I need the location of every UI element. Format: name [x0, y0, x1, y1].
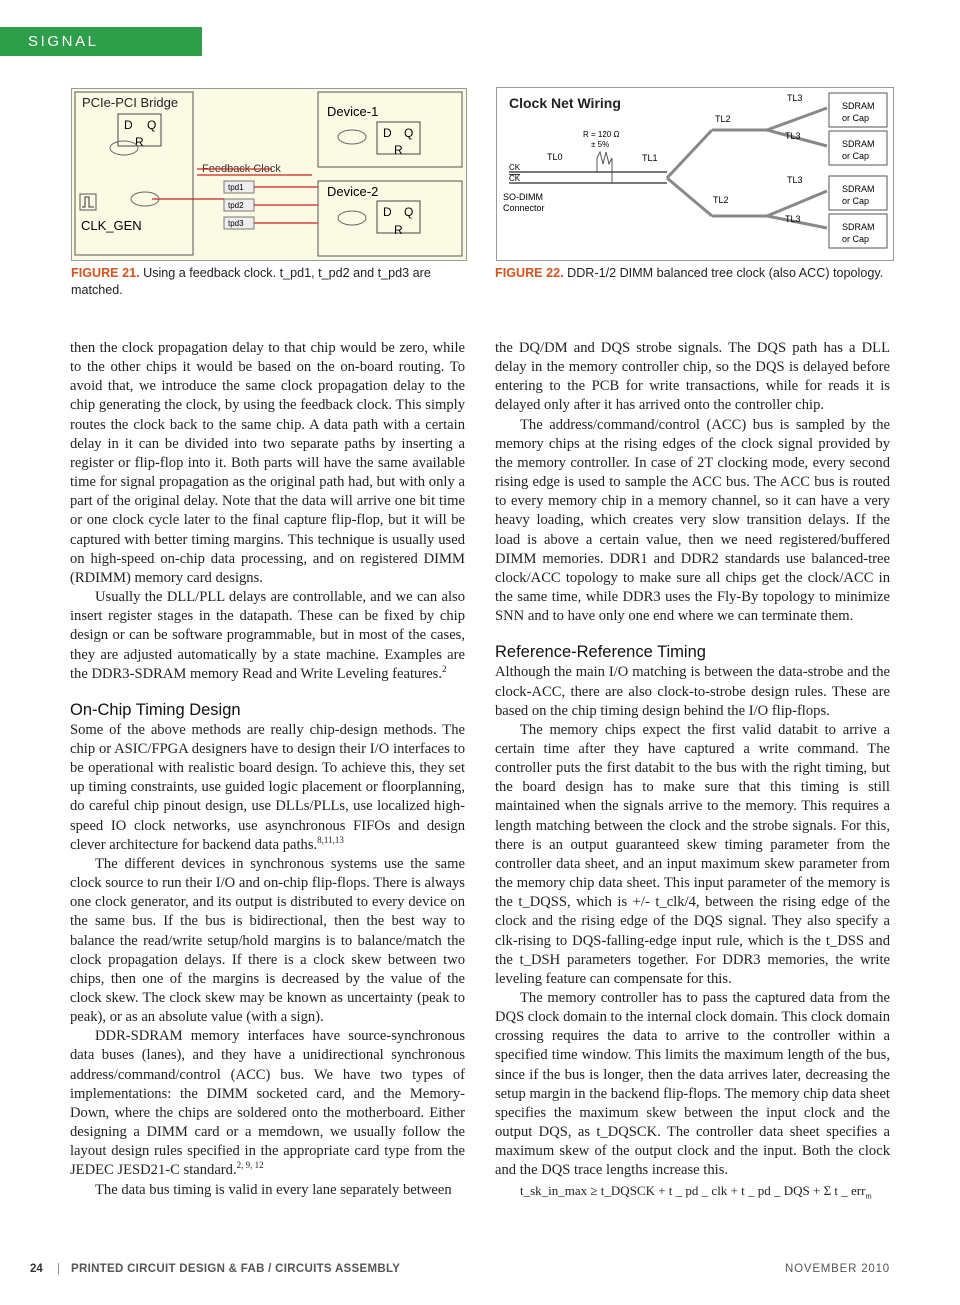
- tl0-label: TL0: [547, 152, 563, 162]
- tpd1-label: tpd1: [228, 183, 244, 192]
- tpd2-label: tpd2: [228, 201, 244, 210]
- reference-sup: 2, 9, 12: [236, 1160, 264, 1171]
- pulse-wave: [82, 197, 94, 207]
- left-paragraph-5: [70, 1027, 465, 1180]
- timing-equation: [495, 1181, 890, 1206]
- tl2-label-top: TL2: [715, 114, 731, 124]
- footer-separator: |: [57, 1263, 60, 1275]
- tl3-label-2: TL3: [785, 131, 801, 141]
- page-number: 24: [30, 1263, 43, 1275]
- branch-down: [667, 178, 712, 216]
- bridge-label: PCIe-PCI Bridge: [82, 95, 179, 110]
- right-paragraph-3: Although the main I/O matching is between the data-strobe and the clock-ACC, there are also clock-to-strobe design rules. These are based on the chip timing design behind the I/O flip-flops.: [495, 664, 890, 719]
- branch-up: [667, 130, 712, 178]
- tl3-label-3: TL3: [787, 175, 803, 185]
- publication-name: PRINTED CIRCUIT DESIGN & FAB / CIRCUITS ASSEMBLY: [71, 1263, 401, 1275]
- clkgen-label: CLK_GEN: [81, 218, 142, 233]
- figure-21-label: FIGURE 21.: [71, 266, 140, 280]
- section-tag: [0, 27, 202, 79]
- buffer-4: [338, 211, 366, 225]
- connector-label-1: SO-DIMM: [503, 192, 543, 202]
- heading-on-chip-timing: On-Chip Timing Design: [70, 700, 241, 719]
- sdram-label-1: SDRAM: [842, 101, 875, 111]
- figure-21-caption: [71, 265, 466, 299]
- sdram-label-4: SDRAM: [842, 222, 875, 232]
- left-paragraph-5-text: DDR-SDRAM memory interfaces have source-synchronous data buses (lanes), and they have a unidirectional synchronous address/command/control (ACC) bus. We have two types of implementations: the DIMM socketed card, and the Memory-Down, where the chips are soldered onto the motherboard. Either designing a DIMM card or a memdown, we usually follow the layout design rules specified in the appropriate card type from the JEDEC JESD21-C standard.: [70, 1028, 465, 1179]
- left-paragraph-2-text: Usually the DLL/PLL delays are controllable, and we can also insert register stages in the datapath. These can be fixed by chip design or can be software programmable, but in most of the cases, they are adjusted automatically by a state machine. Examples are the DDR3-SDRAM memory Read and Write Leveling features.: [70, 589, 465, 682]
- ff-q: Q: [404, 205, 414, 219]
- tl3-1: [767, 108, 827, 130]
- orcap-label-1: or Cap: [842, 113, 870, 123]
- ff-q: Q: [404, 126, 414, 140]
- tolerance-label: ± 5%: [591, 140, 610, 149]
- section-tag-light: SIGNAL: [28, 33, 99, 50]
- fig22-title: Clock Net Wiring: [509, 95, 621, 111]
- issue-date: NOVEMBER 2010: [785, 1263, 890, 1275]
- left-paragraph-3-text: Some of the above methods are really chip-design methods. The chip or ASIC/FPGA designers have to design their I/O interfaces to be operational with realistic board design. To achieve this, they set up timing constraints, use guided logic placement or floorplanning, do careful chip pinout design, use DLLs/PLLs, use localized high-speed IO clock networks, use asynchronous FIFOs and design clever architecture for backend data paths.: [70, 721, 465, 853]
- tl3-label-4: TL3: [785, 214, 801, 224]
- tl3-label-1: TL3: [787, 93, 803, 103]
- orcap-label-2: or Cap: [842, 151, 870, 161]
- left-paragraph-2: [70, 588, 465, 684]
- section-tag-bold: INTEGRITY: [28, 62, 132, 79]
- left-paragraph-3: [70, 721, 465, 855]
- resistor-label: R = 120 Ω: [583, 130, 620, 139]
- device1-label: Device-1: [327, 104, 379, 119]
- ck-bar-label: CK: [509, 174, 521, 183]
- equation-subscript: m: [865, 1191, 872, 1201]
- ff-r: R: [394, 223, 403, 237]
- sdram-label-2: SDRAM: [842, 139, 875, 149]
- equation-text: t_sk_in_max ≥ t_DQSCK + t _ pd _ clk + t _ pd _ DQS + Σ t _ err: [520, 1182, 866, 1198]
- tl3-3: [767, 191, 827, 216]
- tl1-label: TL1: [642, 153, 658, 163]
- buffer-3: [338, 130, 366, 144]
- right-paragraph-5: The memory controller has to pass the captured data from the DQS clock domain to the internal clock domain. This clock domain crossing requires the data to arrive to the controller within a specified time window. This limits the maximum length of the bus, since if the bus is longer, then the data arrives later, decreasing the setup margin in the backend flip-flops. The memory chip data sheet specifies the maximum skew between the input clock and the output DQS, as t_DQSCK. The controller data sheet specifies a maximum skew of the output clock and the input. Both the clock and the DQS trace lengths increase this.: [495, 990, 890, 1179]
- figure-22: [496, 87, 894, 261]
- figure-22-caption: [495, 265, 891, 282]
- right-paragraph-4: The memory chips expect the first valid databit to arrive a certain time after they have captured a write command. The controller puts the first databit to the bus with the right timing, but the board design has to make sure that this timing is still maintained when the signals arrive to the memory. This requires a length matching between the clock and the strobe signals. For this, there is an output guaranteed skew timing parameter from the controller data sheet, and an input maximum skew parameter from the memory chip data sheet. This input parameter of the memory is the t_DQSS, which is +/- t_clk/4, between the rising edge of the clock and the rising edge of the DQS signal. They also specify a clk-rising to DQS-falling-edge input rule, which is the t_DSS and the t_DSH parameters together. For DDR3 memories, the write leveling feature can compensate for this.: [495, 721, 890, 987]
- resistor-symbol: [597, 152, 612, 164]
- connector-label-2: Connector: [503, 203, 545, 213]
- device2-label: Device-2: [327, 184, 379, 199]
- left-paragraph-6: The data bus timing is valid in every lane separately between: [95, 1181, 452, 1198]
- figure-21: [71, 88, 467, 261]
- clkgen-pulse: [80, 194, 96, 210]
- reference-sup: 2: [442, 663, 447, 674]
- right-paragraph-1: the DQ/DM and DQS strobe signals. The DQS path has a DLL delay in the memory controller chip, so the DQS is delayed before entering to the PCB for write transactions, while for reads it is delayed only after it has arrived onto the controller chip.: [495, 340, 890, 414]
- sdram-label-3: SDRAM: [842, 184, 875, 194]
- ff-d: D: [124, 118, 133, 132]
- feedback-label: Feedback Clock: [202, 163, 281, 175]
- heading-reference-timing: Reference-Reference Timing: [495, 643, 706, 662]
- tpd3-label: tpd3: [228, 219, 244, 228]
- ff-d: D: [383, 126, 392, 140]
- ff-r: R: [135, 135, 144, 149]
- left-column: [70, 339, 465, 1200]
- figure-22-diagram: [497, 88, 893, 260]
- orcap-label-3: or Cap: [842, 196, 870, 206]
- right-paragraph-2: The address/command/control (ACC) bus is sampled by the memory chips at the rising edges of the clock signal provided by the memory controller. In case of 2T clocking mode, every second rising edge is used to sample the ACC bus. The ACC bus is routed to every memory chip in a memory channel, so it can have a very heavy loading, which creates very slow transition delays. If the load is above a certain value, then we need registered/buffered DIMM memories. DDR1 and DDR2 standards use balanced-tree clock/ACC topology to make sure all chips get the clock/ACC in the same time, while DDR3 uses the Fly-By topology to minimize SNN and to have only one end where we can terminate them.: [495, 416, 890, 625]
- ff-r: R: [394, 143, 403, 157]
- ff-q: Q: [147, 118, 157, 132]
- ff-d: D: [383, 205, 392, 219]
- orcap-label-4: or Cap: [842, 234, 870, 244]
- right-column: [495, 339, 890, 1205]
- buffer-1: [110, 141, 138, 155]
- figure-22-label: FIGURE 22.: [495, 266, 564, 280]
- tl2-label-bottom: TL2: [713, 195, 729, 205]
- figure-21-diagram: [72, 89, 466, 260]
- ck-label: CK: [509, 163, 521, 172]
- left-paragraph-1: then the clock propagation delay to that chip would be zero, while to the other chips it would be based on the on-board routing. To avoid that, we introduce the same clock propagation delay to the chip generating the clock, by using the feedback clock. This simply routes the clock back to the same chip. A data path with a certain delay in it can be divided into two separate paths by inserting a register or flip-flop into it. Both parts will have the same available time for signal propagation as the original path had, but with only a part of the original delay. Note that the data will arrive one bit time or one clock cycle later to the final capture flip-flop, but it will be captured with better timing margins. This technique is usually used on high-speed on-chip data processing, and on registered DIMM (RDIMM) memory card designs.: [70, 340, 465, 586]
- reference-sup: 8,11,13: [317, 834, 344, 845]
- left-paragraph-4: The different devices in synchronous systems use the same clock source to run their I/O and on-chip flip-flops. There is always one clock generator, and its output is distributed to every device on the same bus. If the bus is bidirectional, then the best way to balance the read/write setup/hold margins is to balance/match the clock propagation delays. If there is a clock skew between two chips, then one of the margins is decreased by the value of the clock skew. The clock skew may be known as uncertainty (peak to peak), or as an absolute value (with a sign).: [70, 855, 465, 1026]
- figure-21-caption-text: Using a feedback clock. t_pd1, t_pd2 and t_pd3 are matched.: [71, 266, 431, 297]
- figure-22-caption-text: DDR-1/2 DIMM balanced tree clock (also ACC) topology.: [567, 266, 884, 280]
